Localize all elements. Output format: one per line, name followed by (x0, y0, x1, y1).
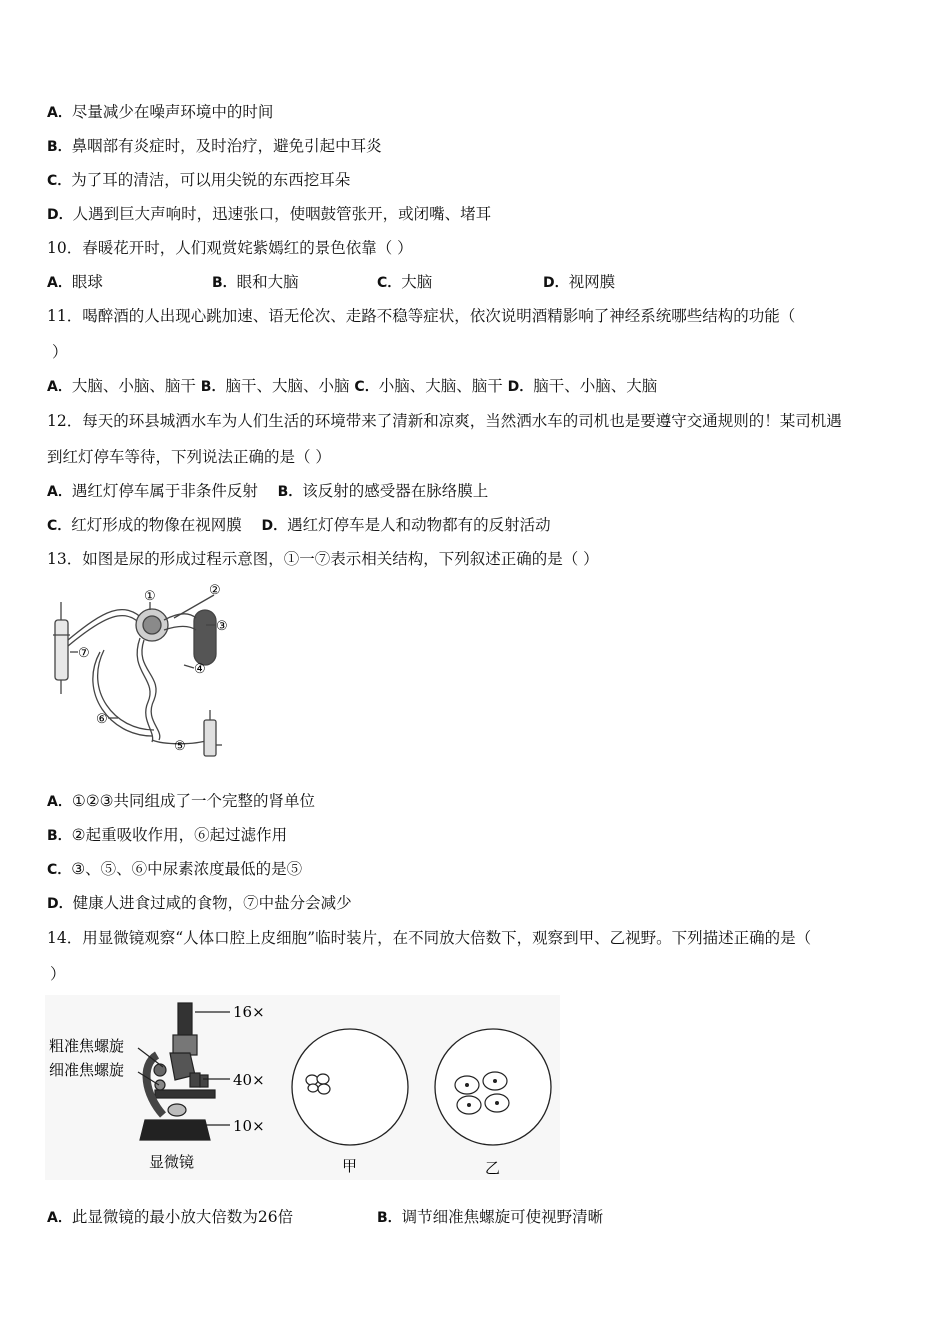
q13-option-a: A．①②③共同组成了一个完整的肾单位 (47, 792, 316, 810)
nephron-diagram (44, 580, 234, 760)
view-a-label: 甲 (342, 1157, 358, 1175)
label-7: ⑦ (78, 646, 90, 661)
label-6: ⑥ (96, 712, 108, 727)
q14-option-a: A．此显微镜的最小放大倍数为26倍 (47, 1208, 294, 1226)
mag-10x: 10× (233, 1117, 265, 1135)
q13-option-b: B．②起重吸收作用，⑥起过滤作用 (47, 826, 288, 844)
label-1: ① (144, 589, 156, 604)
q13-stem: 13．如图是尿的形成过程示意图，①一⑦表示相关结构，下列叙述正确的是（ ） (47, 550, 599, 568)
q10-option-b: B．眼和大脑 (212, 273, 299, 291)
q12-options-cd: C．红灯形成的物像在视网膜 D．遇红灯停车是人和动物都有的反射活动 (47, 516, 551, 534)
coarse-focus-label: 粗准焦螺旋 (49, 1037, 125, 1055)
q14-option-b: B．调节细准焦螺旋可使视野清晰 (377, 1208, 604, 1226)
q11-stem: 11．喝醉酒的人出现心跳加速、语无伦次、走路不稳等症状，依次说明酒精影响了神经系统哪些结构的功能（ (47, 307, 796, 325)
q14-stem-end: ） (50, 965, 66, 983)
q11-options: A．大脑、小脑、脑干 B．脑干、大脑、小脑 C．小脑、大脑、脑干 D．脑干、小脑、大脑 (47, 377, 658, 395)
q12-stem-end: 到红灯停车等待，下列说法正确的是（ ） (47, 448, 331, 466)
fine-focus-label: 细准焦螺旋 (49, 1061, 125, 1079)
q9-option-d: D．人遇到巨大声响时，迅速张口，使咽鼓管张开，或闭嘴、堵耳 (47, 205, 492, 223)
q12-stem: 12．每天的环县城洒水车为人们生活的环境带来了清新和凉爽，当然洒水车的司机也是要遵守交通规则的！某司机遇 (47, 412, 842, 430)
q9-option-b: B．鼻咽部有炎症时，及时治疗，避免引起中耳炎 (47, 137, 382, 155)
q12-options-ab: A．遇红灯停车属于非条件反射 B．该反射的感受器在脉络膜上 (47, 482, 489, 500)
q14-stem: 14．用显微镜观察“人体口腔上皮细胞”临时装片，在不同放大倍数下，观察到甲、乙视野。下列描述正确的是（ (47, 929, 812, 947)
label-5: ⑤ (174, 739, 186, 754)
mag-40x: 40× (233, 1071, 265, 1089)
label-2: ② (209, 583, 221, 598)
label-4: ④ (194, 662, 206, 677)
microscope-figure (45, 995, 560, 1180)
mag-16x: 16× (233, 1003, 265, 1021)
q10-option-c: C．大脑 (377, 273, 433, 291)
view-b-label: 乙 (485, 1159, 501, 1177)
scope-caption: 显微镜 (149, 1153, 195, 1171)
q9-option-c: C．为了耳的清洁，可以用尖锐的东西挖耳朵 (47, 171, 351, 189)
q11-stem-end: ） (52, 343, 68, 361)
q13-option-c: C．③、⑤、⑥中尿素浓度最低的是⑤ (47, 860, 303, 878)
q10-option-a: A．眼球 (47, 273, 103, 291)
label-3: ③ (216, 619, 228, 634)
q13-option-d: D．健康人进食过咸的食物，⑦中盐分会减少 (47, 894, 352, 912)
q10-option-d: D．视网膜 (543, 273, 616, 291)
q10-stem: 10．春暖花开时，人们观赏姹紫嫣红的景色依靠（ ） (47, 239, 413, 257)
q9-option-a: A．尽量减少在噪声环境中的时间 (47, 103, 274, 121)
